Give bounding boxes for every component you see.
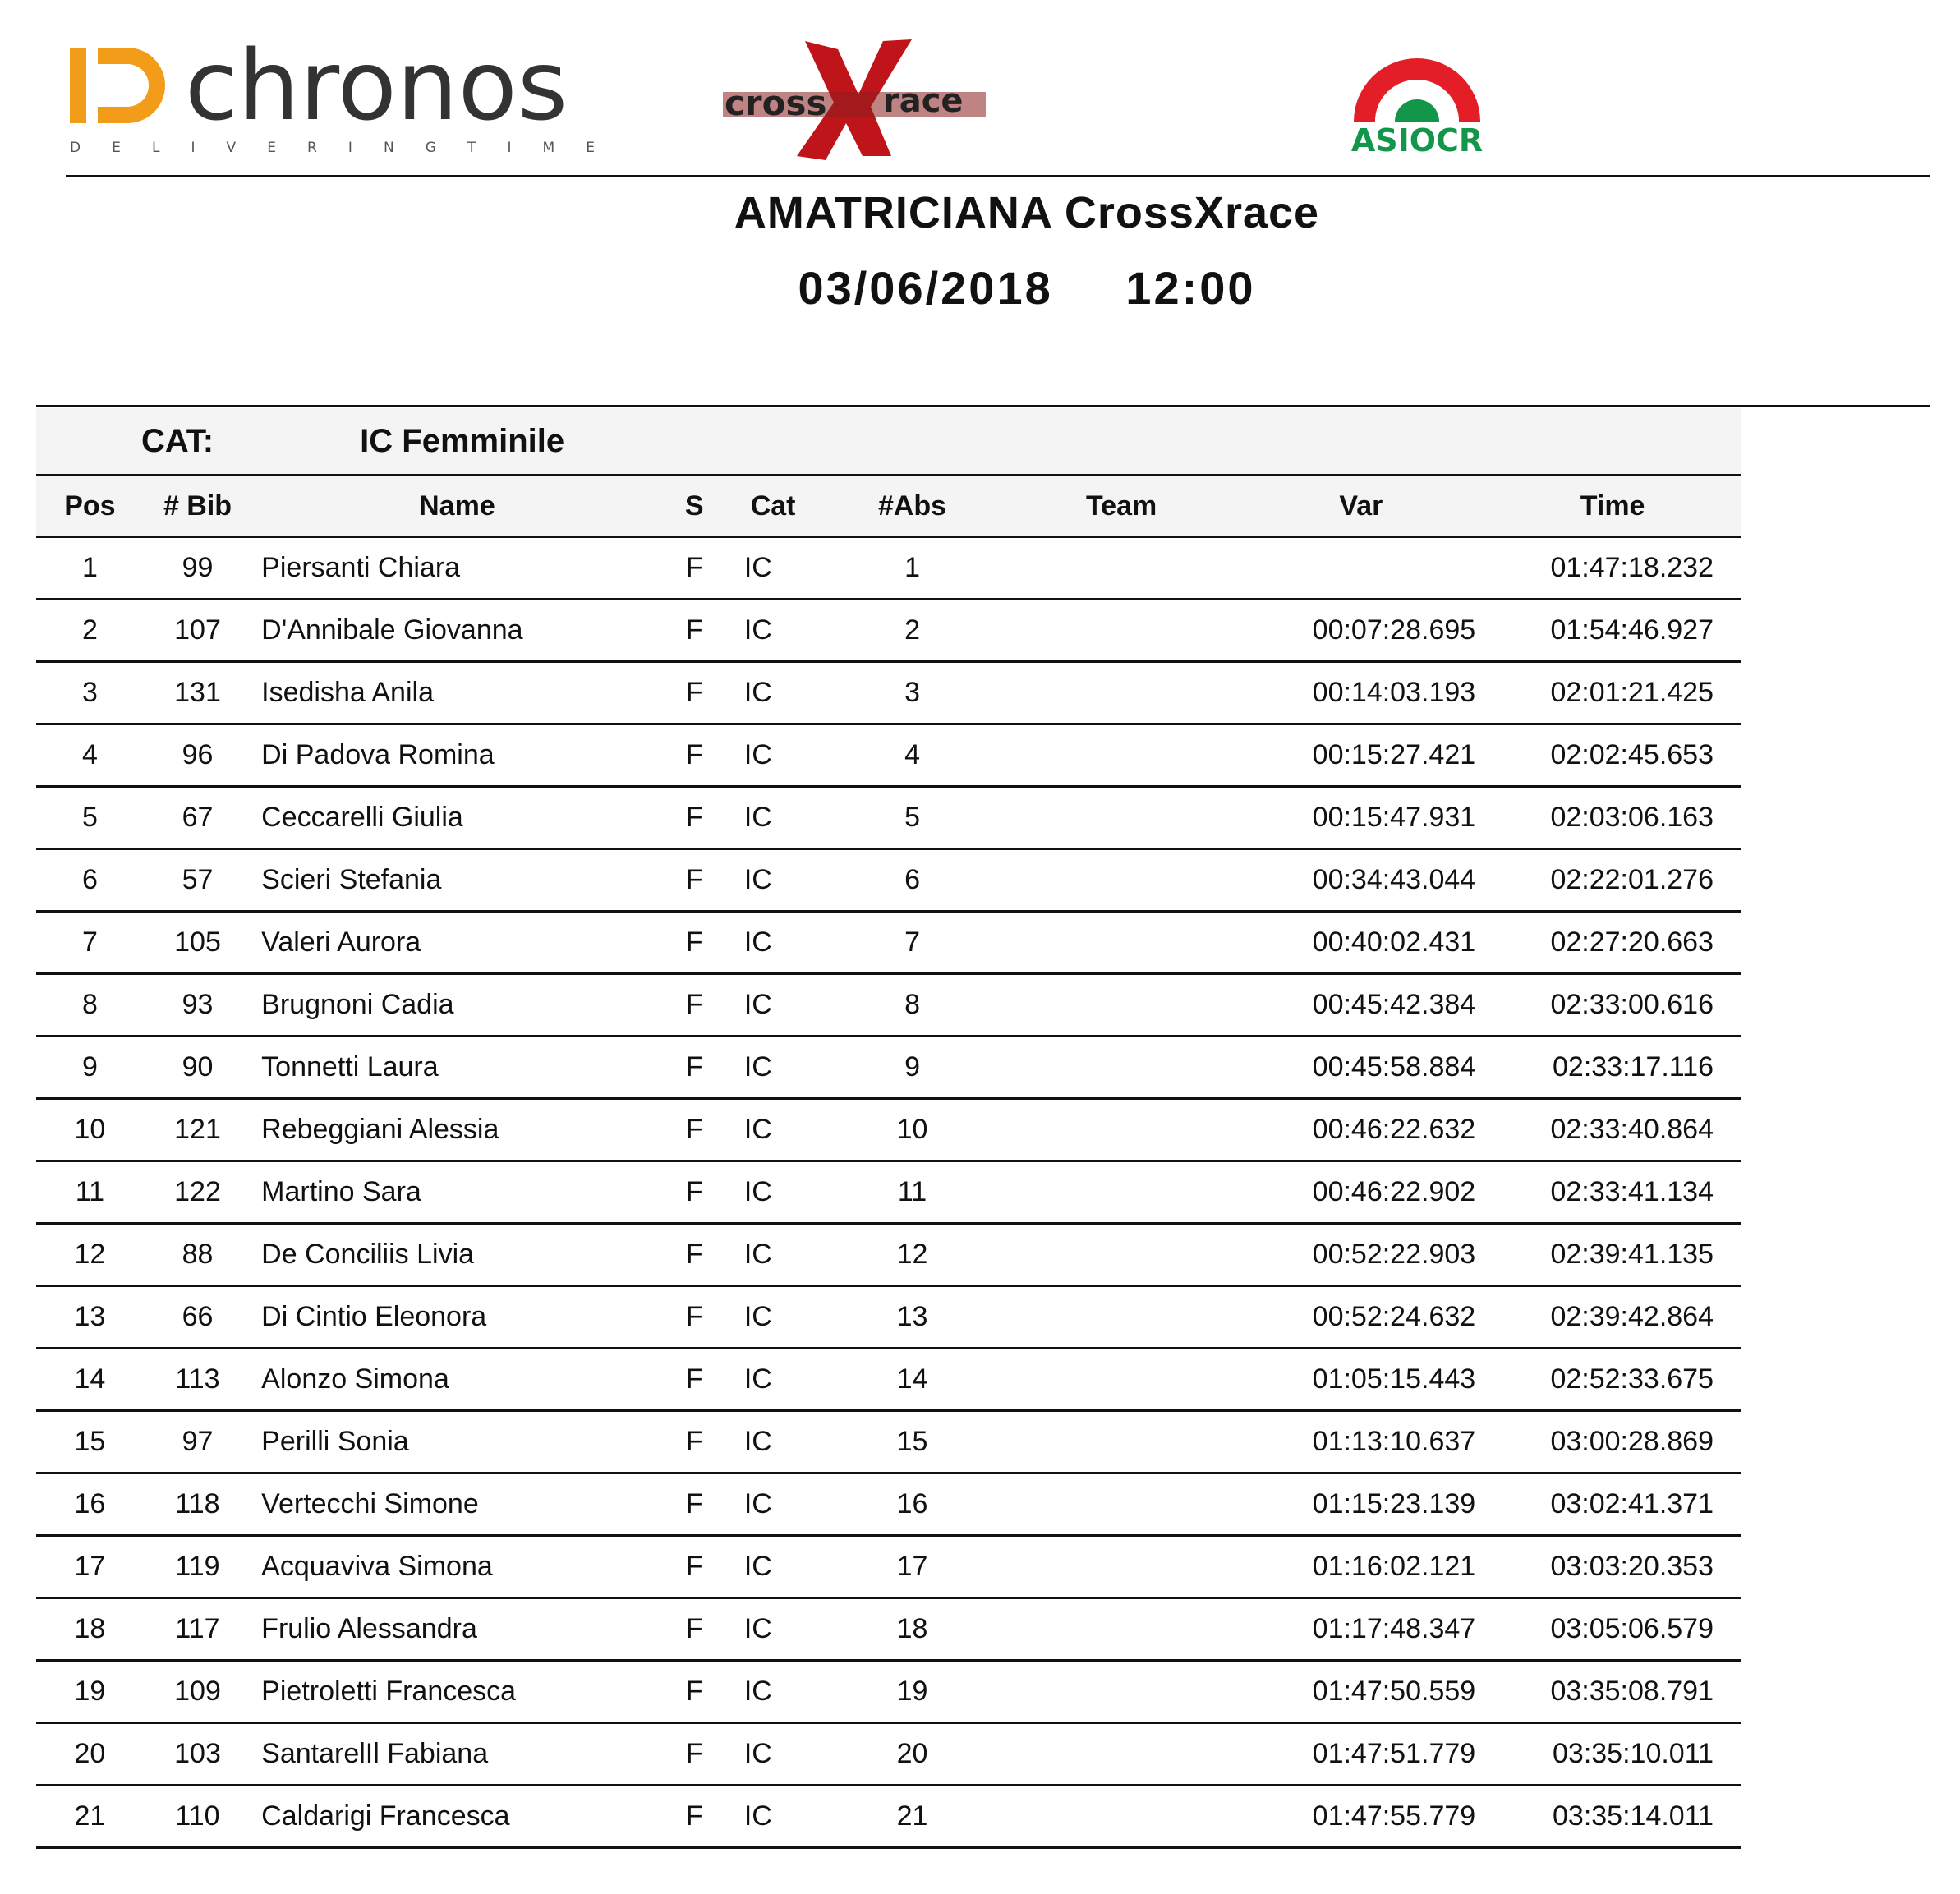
cell-var: 01:47:55.779 <box>1239 1786 1484 1848</box>
category-row <box>36 408 1741 476</box>
cell-cat: IC <box>726 1411 821 1473</box>
cell-var: 00:15:47.931 <box>1239 787 1484 849</box>
cell-bib: 122 <box>144 1161 251 1224</box>
cell-team <box>1005 1598 1239 1661</box>
cell-pos: 20 <box>36 1723 144 1786</box>
cell-bib: 66 <box>144 1286 251 1349</box>
cell-pos: 8 <box>36 974 144 1037</box>
column-header-name: Name <box>251 476 663 537</box>
cell-sex: F <box>663 1723 726 1786</box>
table-row <box>36 1037 1741 1099</box>
cell-bib: 90 <box>144 1037 251 1099</box>
cell-time: 02:33:40.864 <box>1484 1099 1741 1161</box>
cell-var: 00:45:58.884 <box>1239 1037 1484 1099</box>
cell-team <box>1005 1661 1239 1723</box>
cell-name: Frulio Alessandra <box>251 1598 663 1661</box>
cell-team <box>1005 1411 1239 1473</box>
cell-sex: F <box>663 724 726 787</box>
cell-abs: 4 <box>820 724 1004 787</box>
cell-team <box>1005 1723 1239 1786</box>
table-row <box>36 974 1741 1037</box>
cell-abs: 2 <box>820 600 1004 662</box>
cell-team <box>1005 1224 1239 1286</box>
cell-cat: IC <box>726 787 821 849</box>
logo-bar <box>0 0 1960 172</box>
cell-cat: IC <box>726 974 821 1037</box>
cell-bib: 113 <box>144 1349 251 1411</box>
cell-abs: 16 <box>820 1473 1004 1536</box>
cell-cat: IC <box>726 1099 821 1161</box>
cell-abs: 1 <box>820 537 1004 600</box>
cell-var: 00:34:43.044 <box>1239 849 1484 912</box>
event-time: 12:00 <box>1125 262 1256 314</box>
column-header-bib: # Bib <box>144 476 251 537</box>
cell-pos: 21 <box>36 1786 144 1848</box>
cell-pos: 3 <box>36 662 144 724</box>
cell-var: 01:15:23.139 <box>1239 1473 1484 1536</box>
cell-sex: F <box>663 662 726 724</box>
header-divider <box>66 175 1930 177</box>
cell-sex: F <box>663 1473 726 1536</box>
cell-abs: 15 <box>820 1411 1004 1473</box>
cell-team <box>1005 1536 1239 1598</box>
cell-bib: 107 <box>144 600 251 662</box>
table-row <box>36 1161 1741 1224</box>
crossxrace-right-word: race <box>883 82 964 120</box>
cell-name: Ceccarelli Giulia <box>251 787 663 849</box>
cell-bib: 109 <box>144 1661 251 1723</box>
chronos-wordmark: chronos <box>185 33 568 142</box>
table-row <box>36 600 1741 662</box>
cell-bib: 118 <box>144 1473 251 1536</box>
cell-abs: 17 <box>820 1536 1004 1598</box>
cell-bib: 110 <box>144 1786 251 1848</box>
cell-time: 01:54:46.927 <box>1484 600 1741 662</box>
crossxrace-logo <box>715 33 994 164</box>
cell-name: Rebeggiani Alessia <box>251 1099 663 1161</box>
column-header-pos: Pos <box>36 476 144 537</box>
cell-abs: 21 <box>820 1786 1004 1848</box>
table-row <box>36 1411 1741 1473</box>
cell-sex: F <box>663 849 726 912</box>
crossxrace-left-word: cross <box>725 83 827 123</box>
cell-var: 00:52:22.903 <box>1239 1224 1484 1286</box>
event-datetime <box>0 261 1960 315</box>
cell-pos: 17 <box>36 1536 144 1598</box>
cell-var: 01:13:10.637 <box>1239 1411 1484 1473</box>
cell-var: 00:52:24.632 <box>1239 1286 1484 1349</box>
cell-cat: IC <box>726 1473 821 1536</box>
cell-sex: F <box>663 1786 726 1848</box>
asiocr-green-arc <box>1395 99 1439 122</box>
table-row <box>36 1536 1741 1598</box>
cell-sex: F <box>663 912 726 974</box>
cell-bib: 88 <box>144 1224 251 1286</box>
cell-abs: 3 <box>820 662 1004 724</box>
cell-team <box>1005 537 1239 600</box>
cell-var: 01:05:15.443 <box>1239 1349 1484 1411</box>
cell-abs: 13 <box>820 1286 1004 1349</box>
cell-var: 00:14:03.193 <box>1239 662 1484 724</box>
table-row <box>36 849 1741 912</box>
cell-sex: F <box>663 1161 726 1224</box>
table-row <box>36 662 1741 724</box>
cell-time: 03:05:06.579 <box>1484 1598 1741 1661</box>
cell-pos: 15 <box>36 1411 144 1473</box>
cell-pos: 18 <box>36 1598 144 1661</box>
cell-name: Di Cintio Eleonora <box>251 1286 663 1349</box>
cell-cat: IC <box>726 1349 821 1411</box>
cell-cat: IC <box>726 1224 821 1286</box>
table-row <box>36 1661 1741 1723</box>
cell-cat: IC <box>726 1536 821 1598</box>
cell-time: 02:33:41.134 <box>1484 1161 1741 1224</box>
cell-abs: 11 <box>820 1161 1004 1224</box>
cell-sex: F <box>663 1536 726 1598</box>
cell-time: 02:39:42.864 <box>1484 1286 1741 1349</box>
cell-team <box>1005 849 1239 912</box>
cell-team <box>1005 724 1239 787</box>
cell-sex: F <box>663 1349 726 1411</box>
cell-pos: 7 <box>36 912 144 974</box>
cell-var: 00:40:02.431 <box>1239 912 1484 974</box>
cell-bib: 97 <box>144 1411 251 1473</box>
chronos-mark-d <box>98 48 165 123</box>
cell-time: 03:02:41.371 <box>1484 1473 1741 1536</box>
cell-bib: 67 <box>144 787 251 849</box>
cell-team <box>1005 662 1239 724</box>
cell-bib: 57 <box>144 849 251 912</box>
cell-cat: IC <box>726 1786 821 1848</box>
cell-name: De Conciliis Livia <box>251 1224 663 1286</box>
table-row <box>36 1286 1741 1349</box>
cell-cat: IC <box>726 1286 821 1349</box>
asiocr-logo <box>1347 49 1487 156</box>
cell-time: 01:47:18.232 <box>1484 537 1741 600</box>
cell-pos: 14 <box>36 1349 144 1411</box>
cell-pos: 19 <box>36 1661 144 1723</box>
cell-name: Caldarigi Francesca <box>251 1786 663 1848</box>
cell-sex: F <box>663 1099 726 1161</box>
cell-abs: 9 <box>820 1037 1004 1099</box>
cell-team <box>1005 1286 1239 1349</box>
cell-team <box>1005 974 1239 1037</box>
cell-cat: IC <box>726 1161 821 1224</box>
cell-time: 03:35:14.011 <box>1484 1786 1741 1848</box>
cell-cat: IC <box>726 1037 821 1099</box>
cell-sex: F <box>663 974 726 1037</box>
cell-name: Alonzo Simona <box>251 1349 663 1411</box>
cell-team <box>1005 1349 1239 1411</box>
cell-sex: F <box>663 1411 726 1473</box>
table-row <box>36 1723 1741 1786</box>
cell-team <box>1005 1161 1239 1224</box>
table-row <box>36 1099 1741 1161</box>
cell-bib: 96 <box>144 724 251 787</box>
cell-bib: 103 <box>144 1723 251 1786</box>
cell-name: Martino Sara <box>251 1161 663 1224</box>
cell-sex: F <box>663 537 726 600</box>
column-header-row <box>36 476 1741 537</box>
table-row <box>36 1224 1741 1286</box>
cell-var: 01:16:02.121 <box>1239 1536 1484 1598</box>
cell-name: Valeri Aurora <box>251 912 663 974</box>
column-header-time: Time <box>1484 476 1741 537</box>
cell-sex: F <box>663 787 726 849</box>
chronos-tagline: D E L I V E R I N G T I M E <box>70 140 604 156</box>
cell-time: 03:03:20.353 <box>1484 1536 1741 1598</box>
cell-pos: 9 <box>36 1037 144 1099</box>
cell-time: 02:39:41.135 <box>1484 1224 1741 1286</box>
cell-cat: IC <box>726 1598 821 1661</box>
cell-team <box>1005 1473 1239 1536</box>
results-table <box>36 408 1741 1849</box>
cell-name: D'Annibale Giovanna <box>251 600 663 662</box>
cell-cat: IC <box>726 912 821 974</box>
cell-name: Isedisha Anila <box>251 662 663 724</box>
cell-pos: 6 <box>36 849 144 912</box>
cell-pos: 5 <box>36 787 144 849</box>
table-row <box>36 787 1741 849</box>
cell-abs: 10 <box>820 1099 1004 1161</box>
cell-bib: 99 <box>144 537 251 600</box>
cell-name: Di Padova Romina <box>251 724 663 787</box>
cell-bib: 93 <box>144 974 251 1037</box>
cell-cat: IC <box>726 724 821 787</box>
cell-abs: 20 <box>820 1723 1004 1786</box>
cell-var: 00:15:27.421 <box>1239 724 1484 787</box>
cell-abs: 14 <box>820 1349 1004 1411</box>
cell-time: 02:01:21.425 <box>1484 662 1741 724</box>
cell-cat: IC <box>726 662 821 724</box>
category-label: CAT: <box>36 408 251 476</box>
cell-sex: F <box>663 1224 726 1286</box>
cell-bib: 105 <box>144 912 251 974</box>
cell-pos: 2 <box>36 600 144 662</box>
section-divider <box>36 405 1930 407</box>
chronos-logo <box>70 33 612 156</box>
event-date: 03/06/2018 <box>798 262 1053 314</box>
cell-pos: 16 <box>36 1473 144 1536</box>
cell-pos: 10 <box>36 1099 144 1161</box>
cell-bib: 119 <box>144 1536 251 1598</box>
table-row <box>36 912 1741 974</box>
cell-time: 02:33:00.616 <box>1484 974 1741 1037</box>
table-row <box>36 1598 1741 1661</box>
cell-time: 03:00:28.869 <box>1484 1411 1741 1473</box>
cell-pos: 13 <box>36 1286 144 1349</box>
cell-abs: 7 <box>820 912 1004 974</box>
cell-time: 03:35:08.791 <box>1484 1661 1741 1723</box>
cell-var: 00:45:42.384 <box>1239 974 1484 1037</box>
cell-name: Piersanti Chiara <box>251 537 663 600</box>
cell-var: 00:46:22.902 <box>1239 1161 1484 1224</box>
table-row <box>36 1786 1741 1848</box>
cell-time: 02:02:45.653 <box>1484 724 1741 787</box>
table-row <box>36 724 1741 787</box>
cell-cat: IC <box>726 600 821 662</box>
cell-team <box>1005 1037 1239 1099</box>
cell-time: 02:52:33.675 <box>1484 1349 1741 1411</box>
category-value: IC Femminile <box>251 408 1741 476</box>
cell-var: 01:47:51.779 <box>1239 1723 1484 1786</box>
cell-pos: 1 <box>36 537 144 600</box>
table-row <box>36 537 1741 600</box>
cell-bib: 117 <box>144 1598 251 1661</box>
cell-sex: F <box>663 1661 726 1723</box>
cell-var: 00:07:28.695 <box>1239 600 1484 662</box>
cell-time: 02:33:17.116 <box>1484 1037 1741 1099</box>
results-body <box>36 537 1741 1848</box>
table-row <box>36 1349 1741 1411</box>
column-header-abs: #Abs <box>820 476 1004 537</box>
cell-abs: 8 <box>820 974 1004 1037</box>
cell-var: 01:17:48.347 <box>1239 1598 1484 1661</box>
cell-time: 02:22:01.276 <box>1484 849 1741 912</box>
cell-name: Pietroletti Francesca <box>251 1661 663 1723</box>
table-row <box>36 1473 1741 1536</box>
cell-team <box>1005 787 1239 849</box>
cell-sex: F <box>663 1037 726 1099</box>
cell-sex: F <box>663 1286 726 1349</box>
cell-abs: 12 <box>820 1224 1004 1286</box>
cell-pos: 11 <box>36 1161 144 1224</box>
event-title: AMATRICIANA CrossXrace <box>734 188 1320 237</box>
asiocr-wordmark: ASIOCR <box>1350 122 1484 156</box>
cell-time: 03:35:10.011 <box>1484 1723 1741 1786</box>
cell-abs: 6 <box>820 849 1004 912</box>
cell-time: 02:27:20.663 <box>1484 912 1741 974</box>
cell-time: 02:03:06.163 <box>1484 787 1741 849</box>
cell-bib: 121 <box>144 1099 251 1161</box>
cell-name: Vertecchi Simone <box>251 1473 663 1536</box>
cell-name: Acquaviva Simona <box>251 1536 663 1598</box>
cell-bib: 131 <box>144 662 251 724</box>
column-header-var: Var <box>1239 476 1484 537</box>
cell-name: Brugnoni Cadia <box>251 974 663 1037</box>
cell-var: 00:46:22.632 <box>1239 1099 1484 1161</box>
cell-abs: 5 <box>820 787 1004 849</box>
cell-cat: IC <box>726 1723 821 1786</box>
cell-sex: F <box>663 600 726 662</box>
cell-var: 01:47:50.559 <box>1239 1661 1484 1723</box>
cell-pos: 4 <box>36 724 144 787</box>
cell-cat: IC <box>726 849 821 912</box>
column-header-sex: S <box>663 476 726 537</box>
cell-var <box>1239 537 1484 600</box>
cell-pos: 12 <box>36 1224 144 1286</box>
cell-abs: 18 <box>820 1598 1004 1661</box>
cell-name: Perilli Sonia <box>251 1411 663 1473</box>
cell-team <box>1005 600 1239 662</box>
cell-name: SantarelIl Fabiana <box>251 1723 663 1786</box>
cell-name: Scieri Stefania <box>251 849 663 912</box>
column-header-team: Team <box>1005 476 1239 537</box>
cell-team <box>1005 912 1239 974</box>
cell-name: Tonnetti Laura <box>251 1037 663 1099</box>
cell-cat: IC <box>726 537 821 600</box>
chronos-mark-bar <box>70 48 86 123</box>
cell-team <box>1005 1099 1239 1161</box>
column-header-cat: Cat <box>726 476 821 537</box>
cell-cat: IC <box>726 1661 821 1723</box>
cell-team <box>1005 1786 1239 1848</box>
cell-abs: 19 <box>820 1661 1004 1723</box>
cell-sex: F <box>663 1598 726 1661</box>
